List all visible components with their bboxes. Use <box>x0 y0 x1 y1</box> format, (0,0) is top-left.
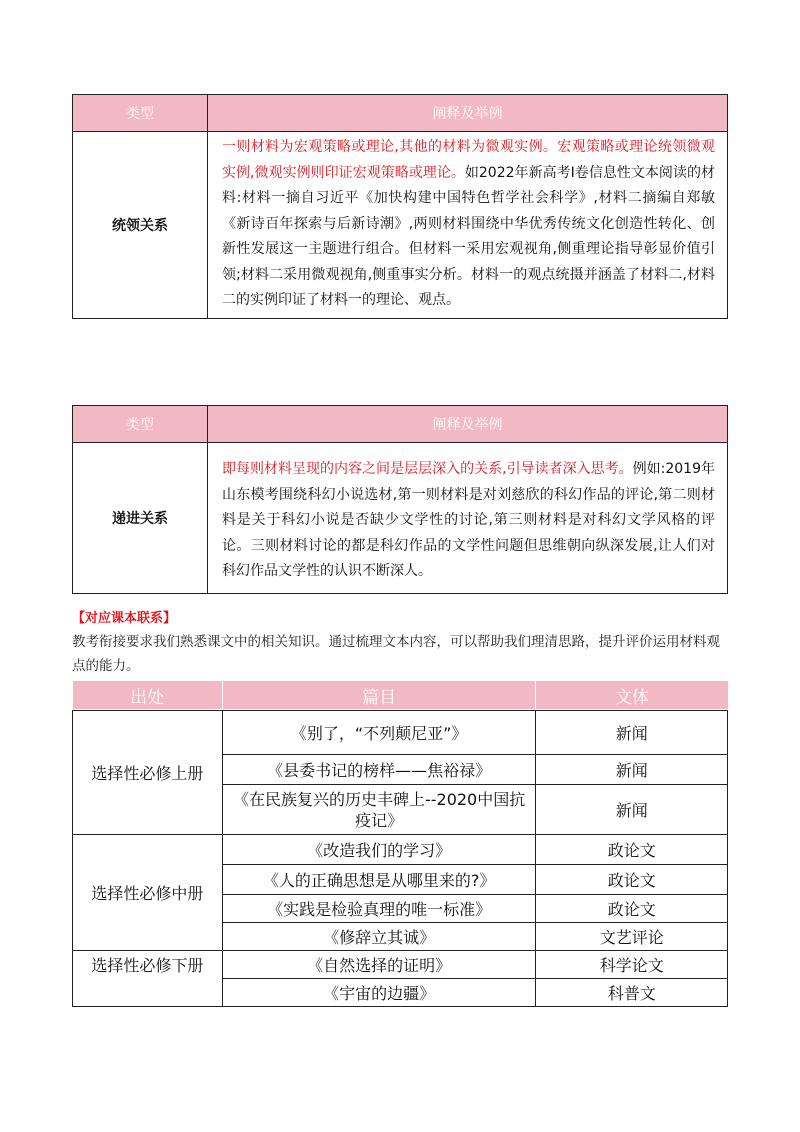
source-cell: 选择性必修上册 <box>73 711 223 835</box>
example-text: 如2022年新高考Ⅰ卷信息性文本阅读的材料:材料一摘自习近平《加快构建中国特色哲学社会科学》,材料二摘编自郑敏《新诗百年探索与后新诗潮》,两则材料围绕中华优秀传统文化创造性转化、创新性发展这一主题进行组合。但材料一采用宏观视角,侧重理论指导彰显价值引领;材料二采用微观视角,侧重事实分析。材料一的观点统摄并涵盖了材料二,材料二的实例印证了材料一的理论、观点。 <box>222 164 715 308</box>
explanation-cell <box>208 132 728 319</box>
title-cell: 《在民族复兴的历史丰碑上--2020中国抗疫记》 <box>222 785 536 835</box>
title-cell: 《实践是检验真理的唯一标准》 <box>222 895 536 923</box>
genre-cell: 科学论文 <box>536 951 728 979</box>
header-type: 类型 <box>73 406 208 443</box>
genre-cell: 文艺评论 <box>536 923 728 951</box>
type-cell: 递进关系 <box>73 443 208 594</box>
type-cell: 统领关系 <box>73 132 208 319</box>
genre-cell: 新闻 <box>536 711 728 755</box>
explanation-cell <box>208 443 728 594</box>
title-cell: 《人的正确思想是从哪里来的?》 <box>222 865 536 895</box>
table-row <box>73 711 728 755</box>
title-cell: 《修辞立其诚》 <box>222 923 536 951</box>
header-title: 篇目 <box>222 681 536 709</box>
title-cell: 《县委书记的榜样——焦裕禄》 <box>222 755 536 785</box>
source-cell: 选择性必修下册 <box>73 951 223 1007</box>
title-cell: 《宇宙的边疆》 <box>222 979 536 1007</box>
genre-cell: 政论文 <box>536 865 728 895</box>
genre-cell: 新闻 <box>536 785 728 835</box>
key-definition: 即每则材料呈现的内容之间是层层深入的关系,引导读者深入思考。 <box>222 461 633 477</box>
relation-table-1 <box>72 94 728 319</box>
title-cell: 《别了，“不列颠尼亚”》 <box>222 711 536 755</box>
textbook-table <box>72 681 728 1007</box>
example-text: 例如:2019年山东模考围绕科幻小说选材,第一则材料是对刘慈欣的科幻作品的评论,第二则材料是关于科幻小说是否缺少文学性的讨论,第三则材料是对科幻文学风格的评论。三则材料讨论的都是科幻作品的文学性问题但思维朝向纵深发展,让人们对科幻作品文学性的认识不断深人。 <box>222 461 715 579</box>
genre-cell: 政论文 <box>536 835 728 865</box>
table-row <box>73 951 728 979</box>
header-type: 类型 <box>73 95 208 132</box>
source-cell: 选择性必修中册 <box>73 835 223 951</box>
table-row <box>73 835 728 865</box>
section-title: 【对应课本联系】 <box>72 611 177 626</box>
key-definition: 一则材料为宏观策略或理论,其他的材料为微观实例。宏观策略或理论统领微观实例,微观实例则印证宏观策略或理论。 <box>222 139 715 181</box>
header-source: 出处 <box>73 681 223 709</box>
header-explanation: 阐释及举例 <box>208 95 728 132</box>
relation-table-2 <box>72 405 728 594</box>
genre-cell: 新闻 <box>536 755 728 785</box>
genre-cell: 政论文 <box>536 895 728 923</box>
section-intro: 教考衔接要求我们熟悉课文中的相关知识。通过梳理文本内容，可以帮助我们理清思路，提升评价运用材料观点的能力。 <box>72 634 720 674</box>
title-cell: 《自然选择的证明》 <box>222 951 536 979</box>
header-genre: 文体 <box>536 681 728 709</box>
genre-cell: 科普文 <box>536 979 728 1007</box>
header-explanation: 阐释及举例 <box>208 406 728 443</box>
title-cell: 《改造我们的学习》 <box>222 835 536 865</box>
